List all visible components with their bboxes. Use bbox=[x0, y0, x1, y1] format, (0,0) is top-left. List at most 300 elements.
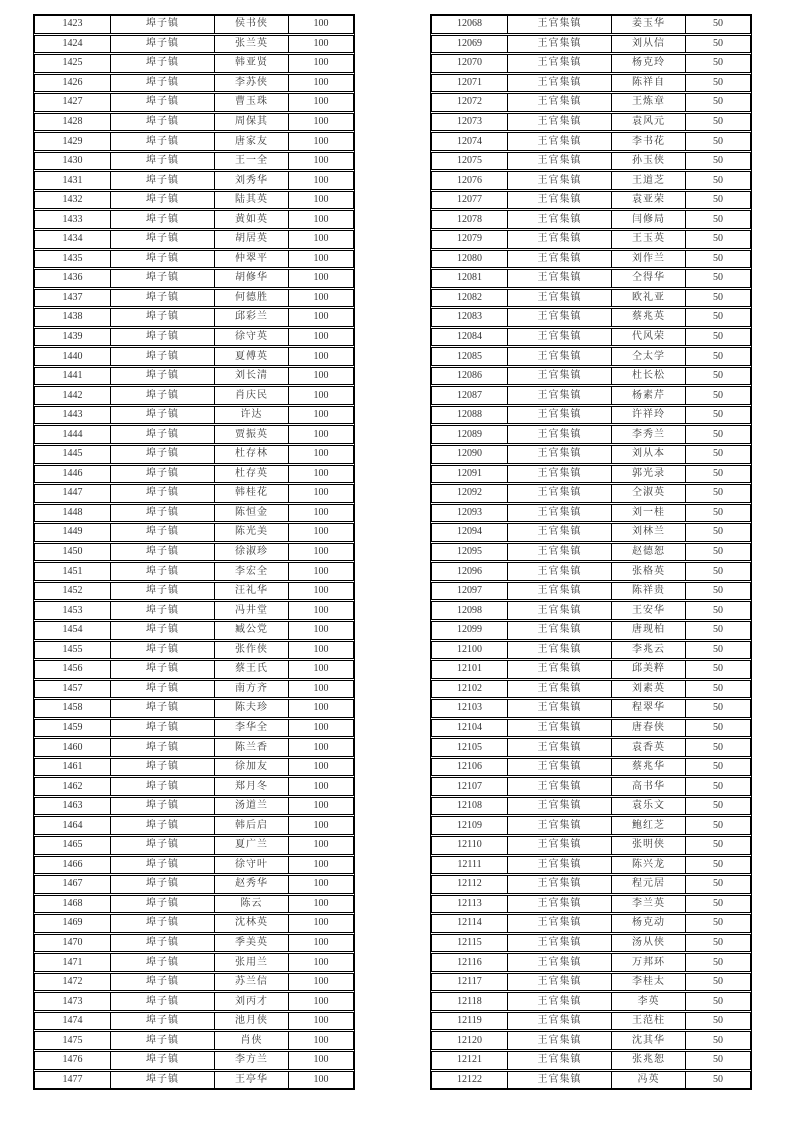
town-cell: 王官集镇 bbox=[508, 1052, 612, 1069]
table-row bbox=[431, 74, 751, 93]
person-name-cell: 臧公党 bbox=[215, 622, 289, 639]
row-id-cell: 1466 bbox=[35, 857, 111, 874]
person-name-cell: 高书华 bbox=[612, 778, 686, 795]
table-row bbox=[431, 543, 751, 562]
town-cell: 王官集镇 bbox=[508, 485, 612, 502]
row-id-cell: 12109 bbox=[432, 817, 508, 834]
table-row bbox=[431, 308, 751, 327]
person-name-cell: 唐家友 bbox=[215, 133, 289, 150]
table-row bbox=[431, 797, 751, 816]
row-id-cell: 12113 bbox=[432, 896, 508, 913]
town-cell: 埠子镇 bbox=[111, 778, 215, 795]
table-row bbox=[431, 113, 751, 132]
table-row bbox=[431, 680, 751, 699]
amount-cell: 50 bbox=[713, 761, 723, 773]
person-name-cell: 汤道兰 bbox=[215, 798, 289, 815]
amount-cell: 50 bbox=[713, 76, 723, 88]
amount-cell: 100 bbox=[313, 1054, 329, 1066]
amount-cell: 100 bbox=[313, 506, 329, 518]
table-row bbox=[34, 719, 354, 738]
row-id-cell: 12102 bbox=[432, 681, 508, 698]
town-cell: 埠子镇 bbox=[111, 681, 215, 698]
amount-cell: 50 bbox=[713, 936, 723, 948]
person-name-cell: 赵德恕 bbox=[612, 544, 686, 561]
table-row bbox=[431, 875, 751, 894]
person-name-cell: 张兰英 bbox=[215, 36, 289, 53]
table-row bbox=[34, 953, 354, 972]
table-row bbox=[431, 210, 751, 229]
person-name-cell: 沈林英 bbox=[215, 915, 289, 932]
person-name-cell: 王范柱 bbox=[612, 1013, 686, 1030]
amount-cell: 100 bbox=[313, 37, 329, 49]
table-row bbox=[431, 621, 751, 640]
town-cell: 埠子镇 bbox=[111, 798, 215, 815]
row-id-cell: 1429 bbox=[35, 133, 111, 150]
table-row bbox=[34, 132, 354, 151]
amount-cell: 100 bbox=[313, 526, 329, 538]
table-row bbox=[431, 953, 751, 972]
town-cell: 埠子镇 bbox=[111, 993, 215, 1010]
person-name-cell: 代风荣 bbox=[612, 329, 686, 346]
table-row bbox=[431, 895, 751, 914]
row-id-cell: 1457 bbox=[35, 681, 111, 698]
amount-cell: 100 bbox=[313, 858, 329, 870]
person-name-cell: 池月侠 bbox=[215, 1013, 289, 1030]
row-id-cell: 1441 bbox=[35, 368, 111, 385]
row-id-cell: 12088 bbox=[432, 407, 508, 424]
amount-cell: 100 bbox=[313, 956, 329, 968]
town-cell: 埠子镇 bbox=[111, 114, 215, 131]
town-cell: 埠子镇 bbox=[111, 661, 215, 678]
row-id-cell: 12108 bbox=[432, 798, 508, 815]
row-id-cell: 1471 bbox=[35, 954, 111, 971]
person-name-cell: 刘长清 bbox=[215, 368, 289, 385]
row-id-cell: 12095 bbox=[432, 544, 508, 561]
amount-cell: 50 bbox=[713, 233, 723, 245]
person-name-cell: 邱彩兰 bbox=[215, 309, 289, 326]
person-name-cell: 李苏侠 bbox=[215, 75, 289, 92]
table-row bbox=[34, 641, 354, 660]
person-name-cell: 汤从侠 bbox=[612, 935, 686, 952]
town-cell: 埠子镇 bbox=[111, 915, 215, 932]
table-row bbox=[431, 132, 751, 151]
table-row bbox=[431, 328, 751, 347]
row-id-cell: 12080 bbox=[432, 251, 508, 268]
town-cell: 埠子镇 bbox=[111, 837, 215, 854]
person-name-cell: 刘作兰 bbox=[612, 251, 686, 268]
table-row bbox=[34, 367, 354, 386]
table-row bbox=[431, 269, 751, 288]
town-cell: 王官集镇 bbox=[508, 837, 612, 854]
town-cell: 王官集镇 bbox=[508, 114, 612, 131]
amount-cell: 100 bbox=[313, 976, 329, 988]
amount-cell: 50 bbox=[713, 96, 723, 108]
amount-cell: 50 bbox=[713, 116, 723, 127]
amount-cell: 100 bbox=[313, 546, 329, 558]
person-name-cell: 陈祥贵 bbox=[612, 583, 686, 600]
town-cell: 埠子镇 bbox=[111, 817, 215, 834]
row-id-cell: 12098 bbox=[432, 602, 508, 619]
person-name-cell: 杨素芹 bbox=[612, 387, 686, 404]
row-id-cell: 1461 bbox=[35, 759, 111, 776]
row-id-cell: 12070 bbox=[432, 55, 508, 72]
amount-cell: 100 bbox=[313, 702, 329, 714]
town-cell: 埠子镇 bbox=[111, 16, 215, 33]
table-row bbox=[34, 191, 354, 210]
table-row bbox=[431, 230, 751, 249]
town-cell: 王官集镇 bbox=[508, 857, 612, 874]
amount-cell: 100 bbox=[313, 800, 329, 812]
table-row bbox=[34, 816, 354, 835]
town-cell: 王官集镇 bbox=[508, 935, 612, 952]
person-name-cell: 张明侠 bbox=[612, 837, 686, 854]
row-id-cell: 12101 bbox=[432, 661, 508, 678]
town-cell: 王官集镇 bbox=[508, 172, 612, 189]
table-row bbox=[431, 582, 751, 601]
person-name-cell: 欧礼亚 bbox=[612, 290, 686, 307]
town-cell: 王官集镇 bbox=[508, 974, 612, 991]
town-cell: 王官集镇 bbox=[508, 153, 612, 170]
row-id-cell: 1430 bbox=[35, 153, 111, 170]
amount-cell: 50 bbox=[713, 194, 723, 206]
town-cell: 埠子镇 bbox=[111, 153, 215, 170]
amount-cell: 50 bbox=[713, 487, 723, 499]
town-cell: 王官集镇 bbox=[508, 211, 612, 228]
table-row bbox=[34, 621, 354, 640]
person-name-cell: 张兆恕 bbox=[612, 1052, 686, 1069]
person-name-cell: 李方兰 bbox=[215, 1052, 289, 1069]
row-id-cell: 1434 bbox=[35, 231, 111, 248]
person-name-cell: 王炼章 bbox=[612, 94, 686, 111]
row-id-cell: 12068 bbox=[432, 16, 508, 33]
town-cell: 王官集镇 bbox=[508, 1032, 612, 1049]
amount-cell: 100 bbox=[313, 897, 329, 909]
person-name-cell: 徐加友 bbox=[215, 759, 289, 776]
row-id-cell: 12115 bbox=[432, 935, 508, 952]
amount-cell: 100 bbox=[313, 135, 329, 147]
row-id-cell: 1433 bbox=[35, 211, 111, 228]
town-cell: 埠子镇 bbox=[111, 1072, 215, 1089]
amount-cell: 50 bbox=[713, 389, 723, 401]
row-id-cell: 1458 bbox=[35, 700, 111, 717]
table-row bbox=[431, 1051, 751, 1070]
person-name-cell: 夏广兰 bbox=[215, 837, 289, 854]
person-name-cell: 徐守叶 bbox=[215, 857, 289, 874]
table-row bbox=[34, 484, 354, 503]
amount-cell: 100 bbox=[313, 819, 329, 831]
row-id-cell: 12107 bbox=[432, 778, 508, 795]
person-name-cell: 冯井堂 bbox=[215, 602, 289, 619]
town-cell: 王官集镇 bbox=[508, 290, 612, 307]
town-cell: 王官集镇 bbox=[508, 661, 612, 678]
amount-cell: 50 bbox=[713, 546, 723, 558]
row-id-cell: 12122 bbox=[432, 1072, 508, 1089]
person-name-cell: 李兰英 bbox=[612, 896, 686, 913]
row-id-cell: 12089 bbox=[432, 426, 508, 443]
town-cell: 埠子镇 bbox=[111, 935, 215, 952]
table-row bbox=[431, 484, 751, 503]
town-cell: 王官集镇 bbox=[508, 700, 612, 717]
town-cell: 埠子镇 bbox=[111, 368, 215, 385]
row-id-cell: 12114 bbox=[432, 915, 508, 932]
amount-cell: 100 bbox=[313, 213, 329, 225]
town-cell: 埠子镇 bbox=[111, 602, 215, 619]
row-id-cell: 1453 bbox=[35, 602, 111, 619]
town-cell: 王官集镇 bbox=[508, 407, 612, 424]
person-name-cell: 李书花 bbox=[612, 133, 686, 150]
person-name-cell: 刘素英 bbox=[612, 681, 686, 698]
town-cell: 王官集镇 bbox=[508, 563, 612, 580]
amount-cell: 100 bbox=[313, 409, 329, 421]
row-id-cell: 12082 bbox=[432, 290, 508, 307]
town-cell: 王官集镇 bbox=[508, 387, 612, 404]
table-row bbox=[34, 347, 354, 366]
table-row bbox=[431, 738, 751, 757]
left-roster-table bbox=[33, 14, 355, 1090]
row-id-cell: 1467 bbox=[35, 876, 111, 893]
person-name-cell: 徐淑珍 bbox=[215, 544, 289, 561]
table-row bbox=[34, 152, 354, 171]
town-cell: 埠子镇 bbox=[111, 544, 215, 561]
person-name-cell: 李华全 bbox=[215, 720, 289, 737]
amount-cell: 100 bbox=[313, 116, 329, 127]
table-row bbox=[431, 152, 751, 171]
town-cell: 埠子镇 bbox=[111, 622, 215, 639]
row-id-cell: 12072 bbox=[432, 94, 508, 111]
town-cell: 埠子镇 bbox=[111, 192, 215, 209]
amount-cell: 100 bbox=[313, 174, 329, 186]
row-id-cell: 1454 bbox=[35, 622, 111, 639]
row-id-cell: 12077 bbox=[432, 192, 508, 209]
person-name-cell: 杜长松 bbox=[612, 368, 686, 385]
person-name-cell: 刘从本 bbox=[612, 446, 686, 463]
table-row bbox=[34, 504, 354, 523]
row-id-cell: 12076 bbox=[432, 172, 508, 189]
town-cell: 埠子镇 bbox=[111, 759, 215, 776]
row-id-cell: 12111 bbox=[432, 857, 508, 874]
town-cell: 王官集镇 bbox=[508, 896, 612, 913]
amount-cell: 100 bbox=[313, 917, 329, 929]
table-row bbox=[34, 425, 354, 444]
row-id-cell: 1440 bbox=[35, 348, 111, 365]
town-cell: 埠子镇 bbox=[111, 446, 215, 463]
town-cell: 埠子镇 bbox=[111, 172, 215, 189]
person-name-cell: 韩亚贤 bbox=[215, 55, 289, 72]
amount-cell: 100 bbox=[313, 448, 329, 460]
row-id-cell: 12105 bbox=[432, 739, 508, 756]
row-id-cell: 12096 bbox=[432, 563, 508, 580]
person-name-cell: 刘一桂 bbox=[612, 505, 686, 522]
town-cell: 王官集镇 bbox=[508, 759, 612, 776]
row-id-cell: 12073 bbox=[432, 114, 508, 131]
person-name-cell: 闫修局 bbox=[612, 211, 686, 228]
person-name-cell: 李宏全 bbox=[215, 563, 289, 580]
person-name-cell: 肖侠 bbox=[215, 1032, 289, 1049]
table-row bbox=[431, 35, 751, 54]
row-id-cell: 1439 bbox=[35, 329, 111, 346]
row-id-cell: 12087 bbox=[432, 387, 508, 404]
table-row bbox=[431, 386, 751, 405]
town-cell: 王官集镇 bbox=[508, 583, 612, 600]
amount-cell: 100 bbox=[313, 389, 329, 401]
table-row bbox=[34, 582, 354, 601]
town-cell: 王官集镇 bbox=[508, 1072, 612, 1089]
row-id-cell: 1431 bbox=[35, 172, 111, 189]
town-cell: 王官集镇 bbox=[508, 368, 612, 385]
person-name-cell: 陈兰香 bbox=[215, 739, 289, 756]
table-row bbox=[431, 1031, 751, 1050]
row-id-cell: 1444 bbox=[35, 426, 111, 443]
table-row bbox=[431, 1012, 751, 1031]
town-cell: 王官集镇 bbox=[508, 55, 612, 72]
amount-cell: 50 bbox=[713, 1073, 723, 1085]
amount-cell: 50 bbox=[713, 428, 723, 440]
amount-cell: 50 bbox=[713, 252, 723, 264]
person-name-cell: 姜玉华 bbox=[612, 16, 686, 33]
row-id-cell: 12085 bbox=[432, 348, 508, 365]
table-row bbox=[431, 777, 751, 796]
table-row bbox=[34, 230, 354, 249]
person-name-cell: 李英 bbox=[612, 993, 686, 1010]
town-cell: 埠子镇 bbox=[111, 954, 215, 971]
person-name-cell: 肖庆民 bbox=[215, 387, 289, 404]
town-cell: 王官集镇 bbox=[508, 778, 612, 795]
person-name-cell: 邱美粹 bbox=[612, 661, 686, 678]
row-id-cell: 12097 bbox=[432, 583, 508, 600]
row-id-cell: 12106 bbox=[432, 759, 508, 776]
table-row bbox=[431, 93, 751, 112]
row-id-cell: 1452 bbox=[35, 583, 111, 600]
amount-cell: 50 bbox=[713, 409, 723, 421]
amount-cell: 50 bbox=[713, 467, 723, 479]
amount-cell: 100 bbox=[313, 57, 329, 69]
person-name-cell: 陈兴龙 bbox=[612, 857, 686, 874]
row-id-cell: 1465 bbox=[35, 837, 111, 854]
town-cell: 埠子镇 bbox=[111, 505, 215, 522]
town-cell: 埠子镇 bbox=[111, 974, 215, 991]
table-row bbox=[34, 895, 354, 914]
town-cell: 埠子镇 bbox=[111, 407, 215, 424]
person-name-cell: 鲍红芝 bbox=[612, 817, 686, 834]
person-name-cell: 杜存林 bbox=[215, 446, 289, 463]
person-name-cell: 杨克动 bbox=[612, 915, 686, 932]
town-cell: 王官集镇 bbox=[508, 348, 612, 365]
row-id-cell: 1437 bbox=[35, 290, 111, 307]
table-row bbox=[34, 856, 354, 875]
table-row bbox=[431, 523, 751, 542]
town-cell: 埠子镇 bbox=[111, 36, 215, 53]
amount-cell: 50 bbox=[713, 585, 723, 597]
table-row bbox=[34, 738, 354, 757]
person-name-cell: 季美英 bbox=[215, 935, 289, 952]
amount-cell: 100 bbox=[313, 291, 329, 303]
table-row bbox=[34, 74, 354, 93]
amount-cell: 100 bbox=[313, 839, 329, 851]
town-cell: 埠子镇 bbox=[111, 231, 215, 248]
amount-cell: 100 bbox=[313, 643, 329, 655]
row-id-cell: 1459 bbox=[35, 720, 111, 737]
row-id-cell: 12092 bbox=[432, 485, 508, 502]
amount-cell: 50 bbox=[713, 18, 723, 30]
table-row bbox=[34, 1051, 354, 1070]
row-id-cell: 12086 bbox=[432, 368, 508, 385]
amount-cell: 50 bbox=[713, 350, 723, 362]
amount-cell: 100 bbox=[313, 936, 329, 948]
row-id-cell: 1424 bbox=[35, 36, 111, 53]
town-cell: 埠子镇 bbox=[111, 211, 215, 228]
row-id-cell: 12118 bbox=[432, 993, 508, 1010]
row-id-cell: 12071 bbox=[432, 75, 508, 92]
table-row bbox=[431, 660, 751, 679]
row-id-cell: 1450 bbox=[35, 544, 111, 561]
amount-cell: 100 bbox=[313, 1034, 329, 1046]
amount-cell: 50 bbox=[713, 135, 723, 147]
town-cell: 王官集镇 bbox=[508, 231, 612, 248]
table-row bbox=[34, 758, 354, 777]
person-name-cell: 王一全 bbox=[215, 153, 289, 170]
table-row bbox=[34, 523, 354, 542]
amount-cell: 100 bbox=[313, 1073, 329, 1085]
table-row bbox=[34, 562, 354, 581]
person-name-cell: 刘丙才 bbox=[215, 993, 289, 1010]
table-row bbox=[34, 210, 354, 229]
table-row bbox=[431, 171, 751, 190]
town-cell: 王官集镇 bbox=[508, 270, 612, 287]
town-cell: 埠子镇 bbox=[111, 876, 215, 893]
amount-cell: 100 bbox=[313, 565, 329, 577]
town-cell: 王官集镇 bbox=[508, 426, 612, 443]
person-name-cell: 袁乐文 bbox=[612, 798, 686, 815]
person-name-cell: 韩桂花 bbox=[215, 485, 289, 502]
amount-cell: 100 bbox=[313, 487, 329, 499]
amount-cell: 100 bbox=[313, 428, 329, 440]
row-id-cell: 12091 bbox=[432, 466, 508, 483]
row-id-cell: 1451 bbox=[35, 563, 111, 580]
person-name-cell: 何德胜 bbox=[215, 290, 289, 307]
person-name-cell: 陈夫珍 bbox=[215, 700, 289, 717]
amount-cell: 50 bbox=[713, 956, 723, 968]
table-row bbox=[34, 289, 354, 308]
person-name-cell: 刘秀华 bbox=[215, 172, 289, 189]
person-name-cell: 蔡兆英 bbox=[612, 309, 686, 326]
row-id-cell: 12094 bbox=[432, 524, 508, 541]
table-row bbox=[34, 836, 354, 855]
person-name-cell: 唐现柏 bbox=[612, 622, 686, 639]
person-name-cell: 陈祥自 bbox=[612, 75, 686, 92]
amount-cell: 50 bbox=[713, 643, 723, 655]
person-name-cell: 陈恒金 bbox=[215, 505, 289, 522]
person-name-cell: 沈其华 bbox=[612, 1032, 686, 1049]
town-cell: 埠子镇 bbox=[111, 329, 215, 346]
person-name-cell: 刘林兰 bbox=[612, 524, 686, 541]
town-cell: 埠子镇 bbox=[111, 387, 215, 404]
person-name-cell: 南方齐 bbox=[215, 681, 289, 698]
town-cell: 王官集镇 bbox=[508, 720, 612, 737]
table-row bbox=[431, 641, 751, 660]
row-id-cell: 12069 bbox=[432, 36, 508, 53]
row-id-cell: 12078 bbox=[432, 211, 508, 228]
person-name-cell: 程翠华 bbox=[612, 700, 686, 717]
person-name-cell: 徐守英 bbox=[215, 329, 289, 346]
row-id-cell: 12081 bbox=[432, 270, 508, 287]
town-cell: 王官集镇 bbox=[508, 75, 612, 92]
amount-cell: 100 bbox=[313, 96, 329, 108]
amount-cell: 50 bbox=[713, 624, 723, 636]
amount-cell: 50 bbox=[713, 878, 723, 890]
row-id-cell: 12075 bbox=[432, 153, 508, 170]
row-id-cell: 12110 bbox=[432, 837, 508, 854]
table-row bbox=[431, 445, 751, 464]
